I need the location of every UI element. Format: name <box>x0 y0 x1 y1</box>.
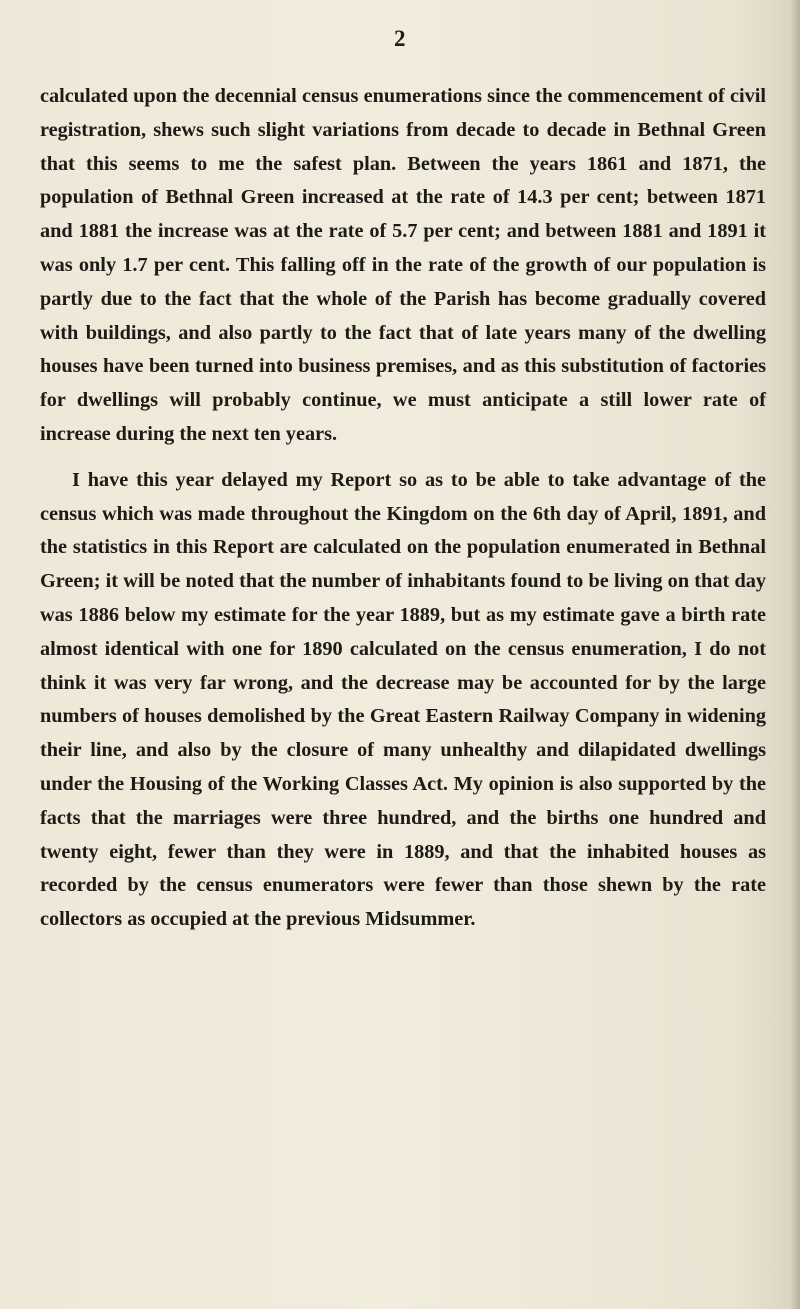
page-number: 2 <box>394 26 406 51</box>
page-edge-shadow <box>790 0 800 1309</box>
paragraph-population-growth: calculated upon the decennial census enumerations since the commencement of civil registration, shews such slight variations from decade to decade in Bethnal Green that this seems to me the safest plan. Between the years 1861 and 1871, the population of Bethnal Green increased at the rate of 14.3 per cent; between 1871 and 1881 the increase was at the rate of 5.7 per cent; and between 1881 and 1891 it was only 1.7 per cent. This falling off in the rate of the growth of our population is partly due to the fact that the whole of the Parish has become gradually covered with buildings, and also partly to the fact that of late years many of the dwelling houses have been turned into business premises, and as this substitution of factories for dwellings will probably continue, we must anticipate a still lower rate of increase during the next ten years. <box>40 85 766 445</box>
paragraph-census-report: I have this year delayed my Report so as to be able to take advantage of the census which was made throughout the Kingdom on the 6th day of April, 1891, and the statistics in this Report are calculated on the population enumerated in Bethnal Green; it will be noted that the number of inhabitants found to be living on that day was 1886 below my estimate for the year 1889, but as my estimate gave a birth rate almost identical with one for 1890 calculated on the census enumeration, I do not think it was very far wrong, and the decrease may be accounted for by the large numbers of houses demolished by the Great Eastern Railway Company in widening their line, and also by the closure of many unhealthy and dilapidated dwellings under the Housing of the Working Classes Act. My opinion is also supported by the facts that the marriages were three hundred, and the births one hundred and twenty eight, fewer than they were in 1889, and that the inhabited houses as recorded by the census enumerators were fewer than those shewn by the rate collectors as occupied at the previous Midsummer. <box>40 468 766 931</box>
body-text <box>40 80 766 937</box>
